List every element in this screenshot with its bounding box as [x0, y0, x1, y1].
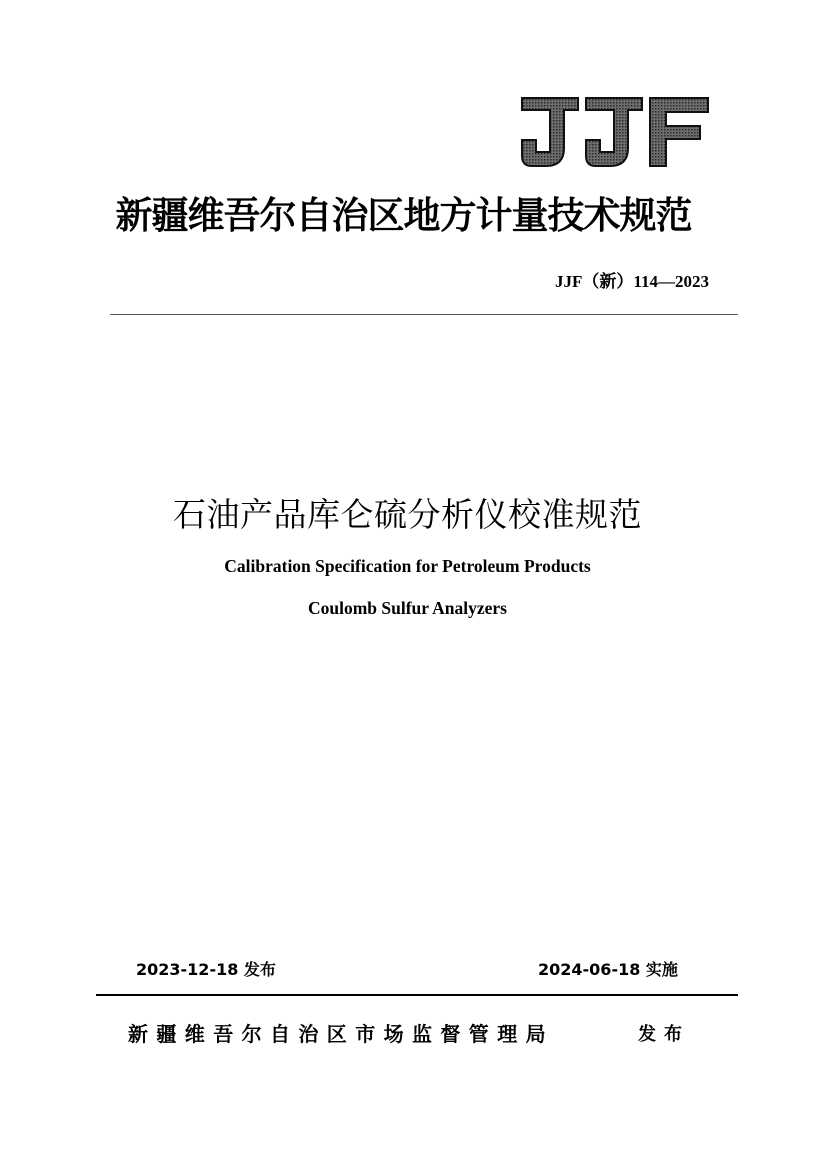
implementation-date: 2024-06-18 实施: [538, 960, 678, 979]
issue-date: 2023-12-18 发布: [136, 960, 276, 979]
document-title-english-line2: Coulomb Sulfur Analyzers: [307, 598, 507, 618]
publisher-name: 新疆维吾尔自治区市场监督管理局: [128, 1022, 554, 1046]
document-title-chinese: 石油产品库仑硫分析仪校准规范: [173, 495, 642, 534]
document-title-english-line1: Calibration Specification for Petroleum Products: [224, 556, 591, 576]
jjf-logo: [520, 96, 710, 168]
publish-label: 发布: [638, 1024, 690, 1045]
top-divider: [110, 314, 738, 315]
series-title: 新疆维吾尔自治区地方计量技术规范: [115, 194, 692, 237]
spec-number: JJF（新）114—2023: [555, 272, 709, 291]
bottom-divider: [96, 994, 738, 996]
